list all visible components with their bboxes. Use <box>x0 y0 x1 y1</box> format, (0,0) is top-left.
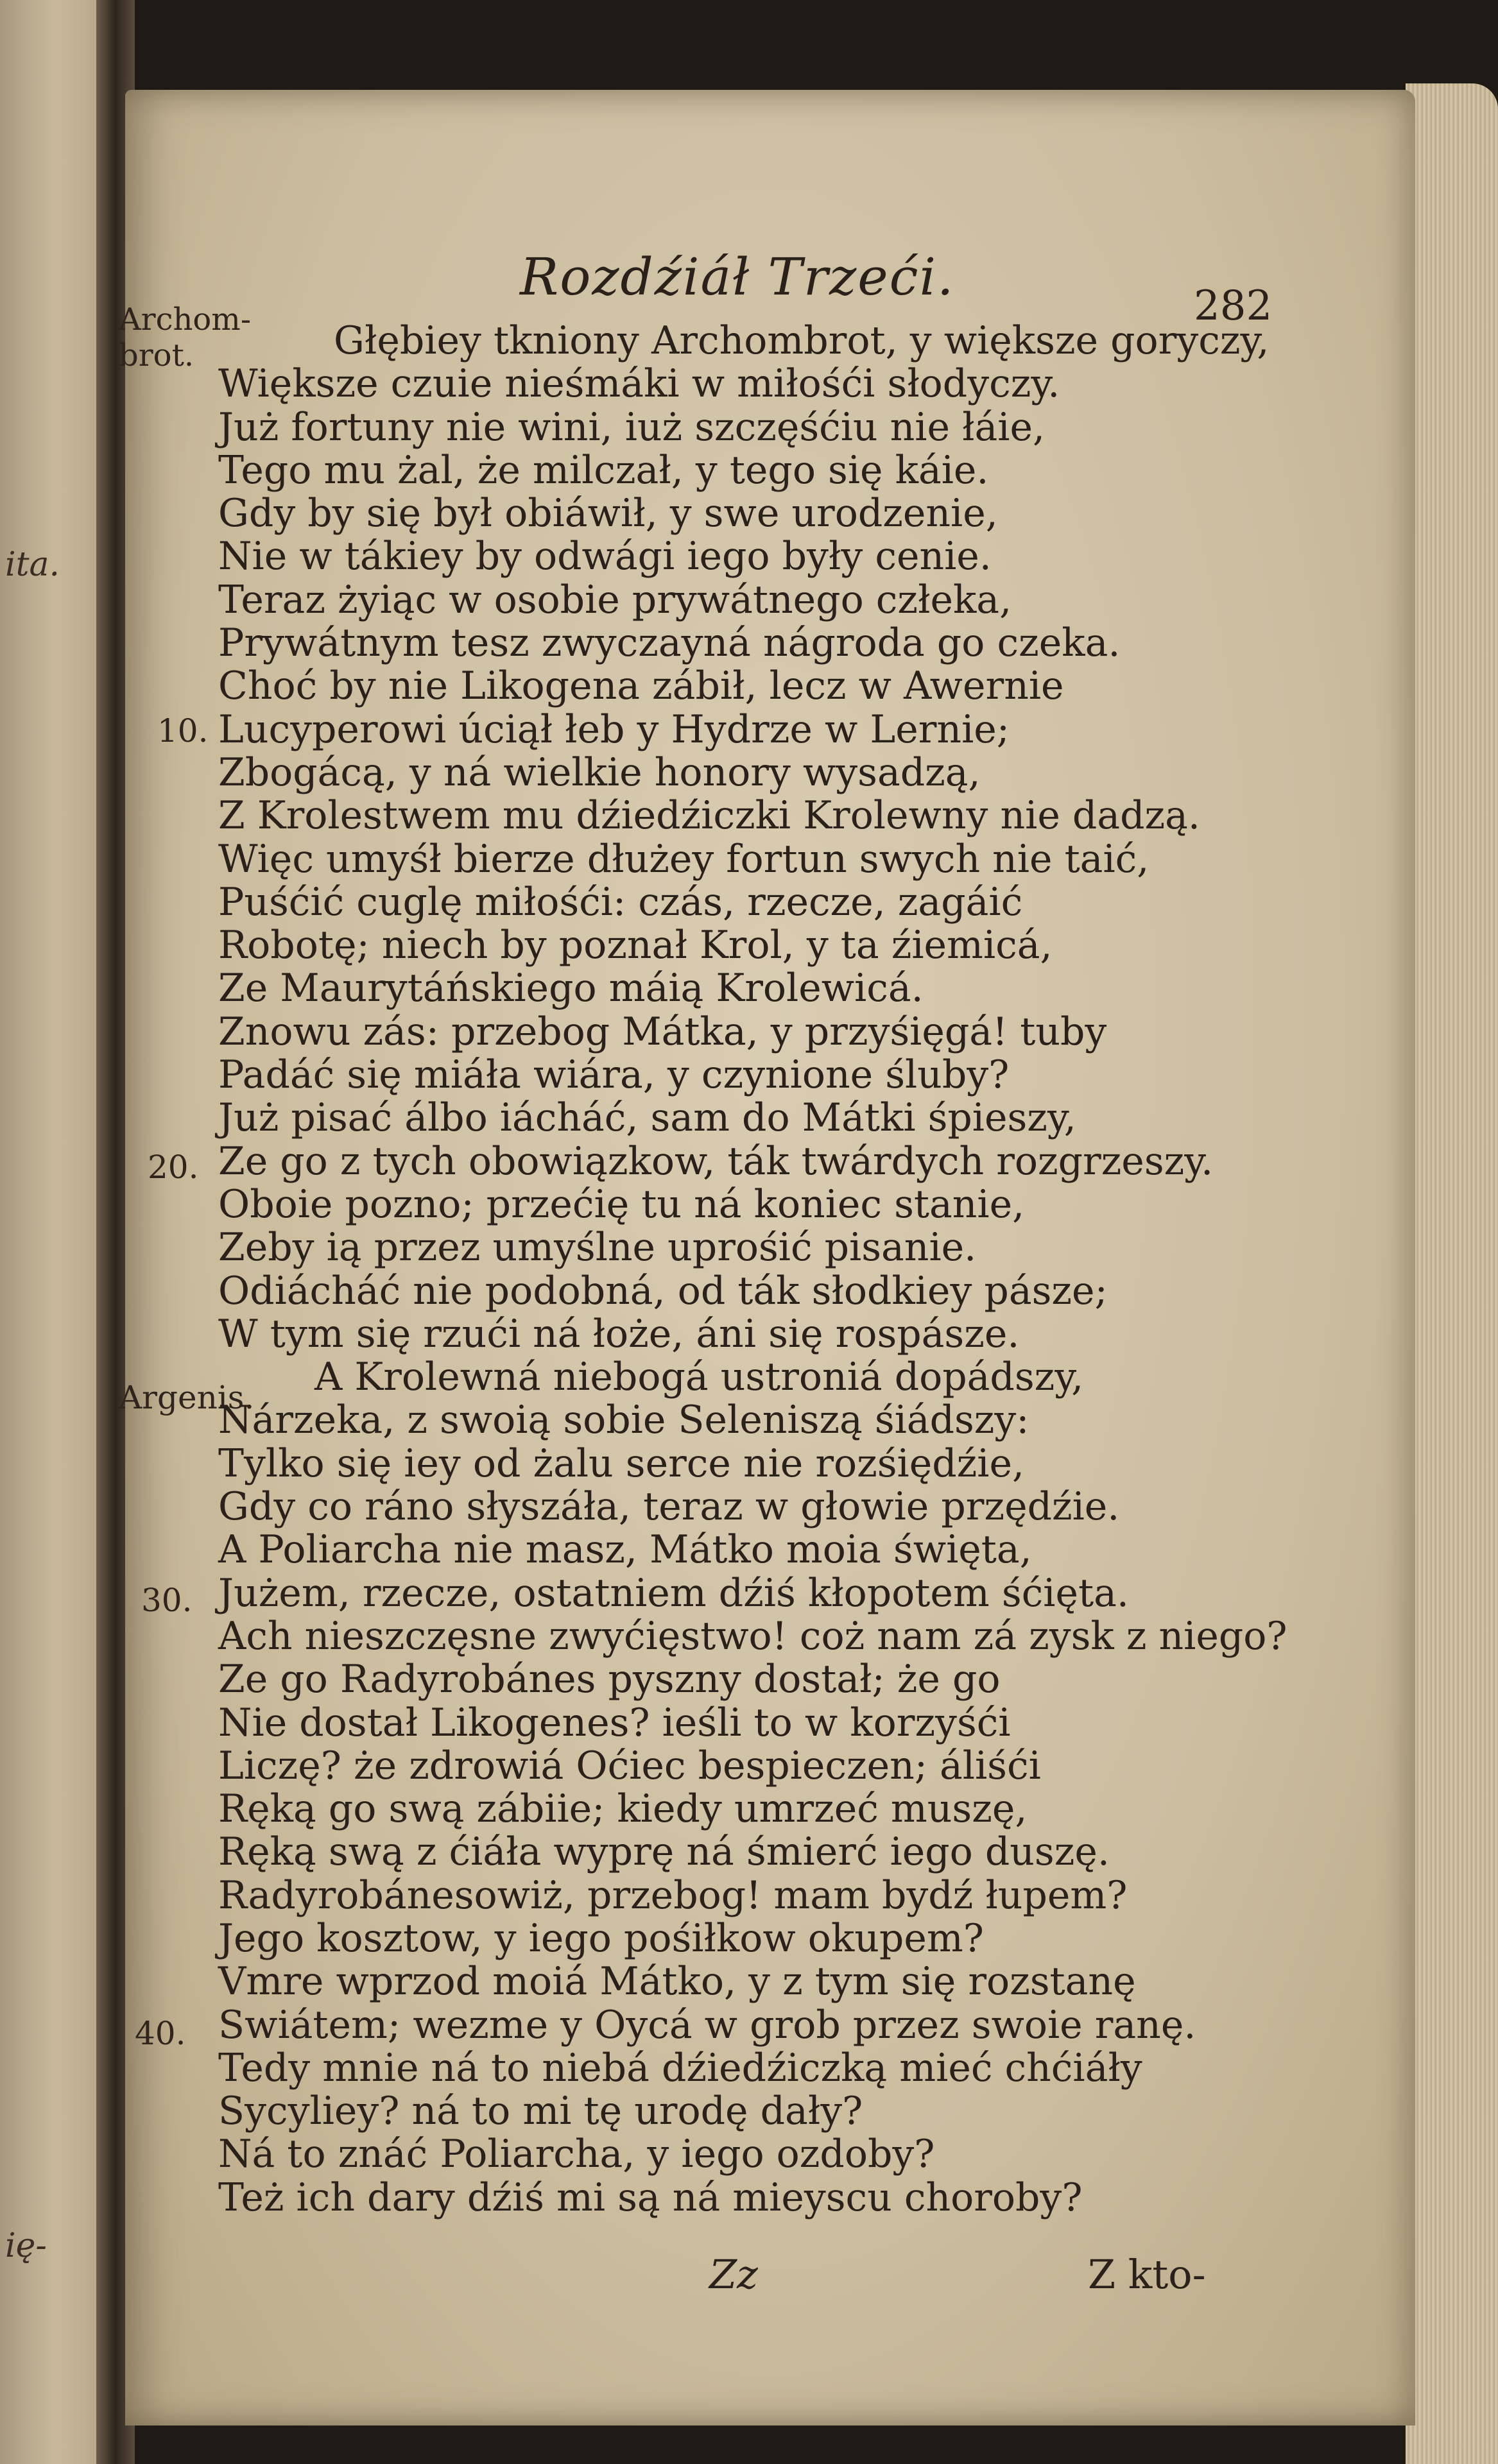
verse-line: Też ich dary dźiś mi są ná mieyscu choroby? <box>218 2175 1083 2220</box>
left-page-fragment: ię- <box>5 2227 47 2265</box>
verse-line: Ze go z tych obowiązkow, ták twárdych rozgrzeszy. <box>218 1138 1214 1184</box>
verse-line: Gdy co ráno słyszáła, teraz w głowie przędźie. <box>218 1484 1120 1530</box>
verse-line: W tym się rzući ná łoże, áni się rospásze. <box>218 1311 1020 1356</box>
verse-line: Ze Maurytáńskiego máią Krolewicá. <box>218 966 924 1011</box>
verse-line: Ze go Radyrobánes pyszny dostał; że go <box>218 1657 1001 1702</box>
page-number: 282 <box>1194 282 1273 330</box>
verse-line: Oboie pozno; przećię tu ná koniec stanie, <box>218 1181 1025 1227</box>
signature-mark: Zz <box>709 2251 758 2298</box>
verse-line: Nie dostał Likogenes? ieśli to w korzyśći <box>218 1700 1011 1745</box>
verse-line: Więc umyśł bierze dłużey fortun swych nie taić, <box>218 836 1149 882</box>
margin-speaker-argenis: Argenis. <box>119 1379 255 1416</box>
verse-line: Jego kosztow, y iego pośiłkow okupem? <box>218 1915 984 1961</box>
verse-line: Choć by nie Likogena zábił, lecz w Awernie <box>218 663 1064 709</box>
verse-line: Ná to znáć Poliarcha, y iego ozdoby? <box>218 2132 935 2177</box>
verse-line: Tego mu żal, że milczał, y tego się káie. <box>218 447 989 493</box>
verse-line: Ach nieszczęsne zwyćięstwo! coż nam zá zysk z niego? <box>218 1613 1287 1659</box>
line-number: 40. <box>135 2015 186 2052</box>
verse-line: Robotę; niech by poznał Krol, y ta źiemicá, <box>218 923 1053 968</box>
line-number: 30. <box>141 1582 193 1619</box>
verse-line: Z Krolestwem mu dźiedźiczki Krolewny nie dadzą. <box>218 793 1200 839</box>
verse-line: Większe czuie nieśmáki w miłośći słodyczy. <box>218 361 1060 407</box>
catchword: Z kto- <box>1088 2251 1206 2298</box>
verse-line: Nárzeka, z swoią sobie Seleniszą śiádszy: <box>218 1398 1029 1443</box>
verse-line: Radyrobánesowiż, przebog! mam bydź łupem? <box>218 1872 1128 1918</box>
verse-line: Zeby ią przez umyślne uprośić pisanie. <box>218 1225 977 1270</box>
running-title: Rozdźiáł Trzeći. <box>520 247 955 307</box>
line-number: 20. <box>148 1149 199 1186</box>
verse-line: Swiátem; wezme y Oycá w grob przez swoie ranę. <box>218 2002 1196 2048</box>
verse-line: Puśćić cuglę miłośći: czás, rzecze, zagáić <box>218 879 1023 925</box>
verse-line: Odiácháć nie podobná, od ták słodkiey pásze; <box>218 1268 1108 1313</box>
verse-line: Ręką go swą zábiie; kiedy umrzeć muszę, <box>218 1786 1028 1832</box>
verse-line: Vmre wprzod moiá Mátko, y z tym się rozstanę <box>218 1959 1136 2005</box>
previous-page-edge <box>0 0 109 2464</box>
margin-speaker-archombrot: Archom- brot. <box>119 302 252 373</box>
verse-line: Sycyliey? ná to mi tę urodę dały? <box>218 2089 863 2134</box>
left-page-fragment: ita. <box>5 545 60 584</box>
verse-line: Teraz żyiąc w osobie prywátnego człeka, <box>218 577 1012 622</box>
verse-text <box>218 318 1287 2220</box>
verse-line: A Krolewná niebogá ustroniá dopádszy, <box>314 1355 1084 1400</box>
verse-line: Głębiey tkniony Archombrot, y większe goryczy, <box>334 318 1270 363</box>
verse-line: Gdy by się był obiáwił, y swe urodzenie, <box>218 491 998 536</box>
verse-line: Tedy mnie ná to niebá dźiedźiczką mieć chćiáły <box>218 2045 1142 2091</box>
verse-line: Padáć się miáła wiára, y czynione śluby? <box>218 1052 1010 1098</box>
verse-line: Jużem, rzecze, ostatniem dźiś kłopotem śćięta. <box>218 1570 1129 1616</box>
verse-line: Tylko się iey od żalu serce nie rozśiędźie, <box>218 1441 1025 1486</box>
verse-line: Już fortuny nie wini, iuż szczęśćiu nie łáie, <box>218 404 1046 450</box>
verse-line: Znowu zás: przebog Mátka, y przyśięgá! tuby <box>218 1009 1107 1054</box>
line-number: 10. <box>157 712 209 749</box>
verse-line: Liczę? że zdrowiá Oćiec bespieczen; áliśći <box>218 1743 1041 1788</box>
verse-line: Nie w tákiey by odwági iego były cenie. <box>218 534 992 579</box>
verse-line: Lucyperowi úciął łeb y Hydrze w Lernie; <box>218 706 1010 752</box>
verse-line: Już pisać álbo iácháć, sam do Mátki śpieszy, <box>218 1095 1076 1141</box>
verse-line: Ręką swą z ćiáła wyprę ná śmierć iego duszę. <box>218 1829 1110 1875</box>
verse-line: Zbogácą, y ná wielkie honory wysadzą, <box>218 749 981 795</box>
verse-line: Prywátnym tesz zwyczayná nágroda go czeka. <box>218 620 1121 666</box>
page-stack-edges <box>1406 83 1498 2464</box>
verse-line: A Poliarcha nie masz, Mátko moia święta, <box>218 1527 1032 1573</box>
